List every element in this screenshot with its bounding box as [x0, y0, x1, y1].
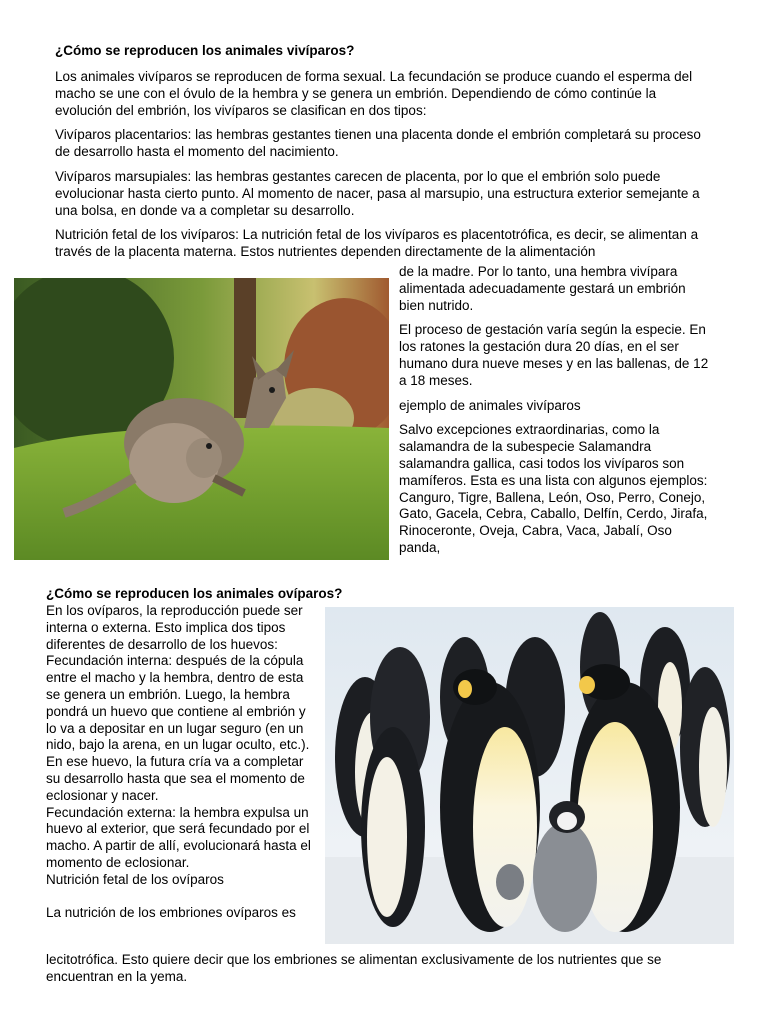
paragraph: ejemplo de animales vivíparos — [399, 397, 581, 413]
paragraph: Los animales vivíparos se reproducen de forma sexual. La fecundación se produce cuando el esperma del macho se une con el óvulo de la hembra y se genera un embrión. Dependiendo de cómo continúe la evolución del embrión, los vivíparos se clasifican en dos tipos: — [55, 69, 693, 118]
paragraph: En los ovíparos, la reproducción puede ser interna o externa. Esto implica dos tipos diferentes de desarrollo de los huevos: — [46, 603, 303, 652]
oviparos-left-column — [46, 603, 316, 922]
paragraph: Vivíparos marsupiales: las hembras gestantes carecen de placenta, por lo que el embrión solo puede evolucionar hasta cierto punto. Al momento de nacer, pasa al marsupio, una estructura exterior semejante a una bolsa, en donde va a completar su desarrollo. — [55, 168, 700, 218]
paragraph: lecitotrófica. Esto quiere decir que los embriones se alimentan exclusivamente de los nutrientes que se encuentran en la yema. — [46, 952, 662, 984]
paragraph: Salvo excepciones extraordinarias, como la salamandra de la subespecie Salamandra salamandra gallica, casi todos los vivíparos son mamíferos. Esta es una lista con algunos ejemplos: Canguro, Tigre, Ballena, León, Oso, Perro, Conejo, Gato, Gacela, Cebra, Caballo, Delfín, Cerdo, Jirafa, Rinoceronte, Oveja, Cabra, Vaca, Jabalí, Oso panda, — [399, 422, 708, 555]
paragraph: La nutrición de los embriones ovíparos es — [46, 905, 296, 921]
paragraph: Fecundación externa: la hembra expulsa un huevo al exterior, que será fecundado por el macho. A partir de allí, evolucionará hasta el momento de eclosionar. — [46, 804, 311, 870]
paragraph: de la madre. Por lo tanto, una hembra vivípara alimentada adecuadamente gestará un embrión bien nutrido. — [399, 264, 686, 313]
paragraph: Fecundación interna: después de la cópula entre el macho y la hembra, dentro de esta se genera un embrión. Luego, la hembra pondrá un huevo que contiene al embrión y lo va a depositar en un lugar seguro (en un nido, bajo la arena, en un lugar oculto, etc.). En ese huevo, la futura cría va a completar su desarrollo hasta que sea el momento de eclosionar y nacer. — [46, 653, 310, 803]
paragraph: El proceso de gestación varía según la especie. En los ratones la gestación dura 20 días, en el ser humano dura nueve meses y en las ballenas, de 12 a 18 meses. — [399, 322, 709, 388]
oviparos-title: ¿Cómo se reproducen los animales ovíparos? — [46, 586, 343, 601]
viviparos-title: ¿Cómo se reproducen los animales vivíparos? — [55, 43, 355, 58]
paragraph: Nutrición fetal de los ovíparos — [46, 871, 224, 887]
oviparos-footer — [46, 952, 726, 986]
kangaroo-photo — [14, 278, 389, 560]
viviparos-right-column — [399, 264, 711, 557]
viviparos-intro — [55, 69, 715, 261]
paragraph: Vivíparos placentarios: las hembras gestantes tienen una placenta donde el embrión completará su proceso de desarrollo hasta el momento del nacimiento. — [55, 127, 701, 160]
penguin-photo — [325, 607, 734, 944]
paragraph: Nutrición fetal de los vivíparos: La nutrición fetal de los vivíparos es placentotrófica, es decir, se alimentan a través de la placenta materna. Estos nutrientes dependen directamente de la alimentación — [55, 227, 699, 260]
